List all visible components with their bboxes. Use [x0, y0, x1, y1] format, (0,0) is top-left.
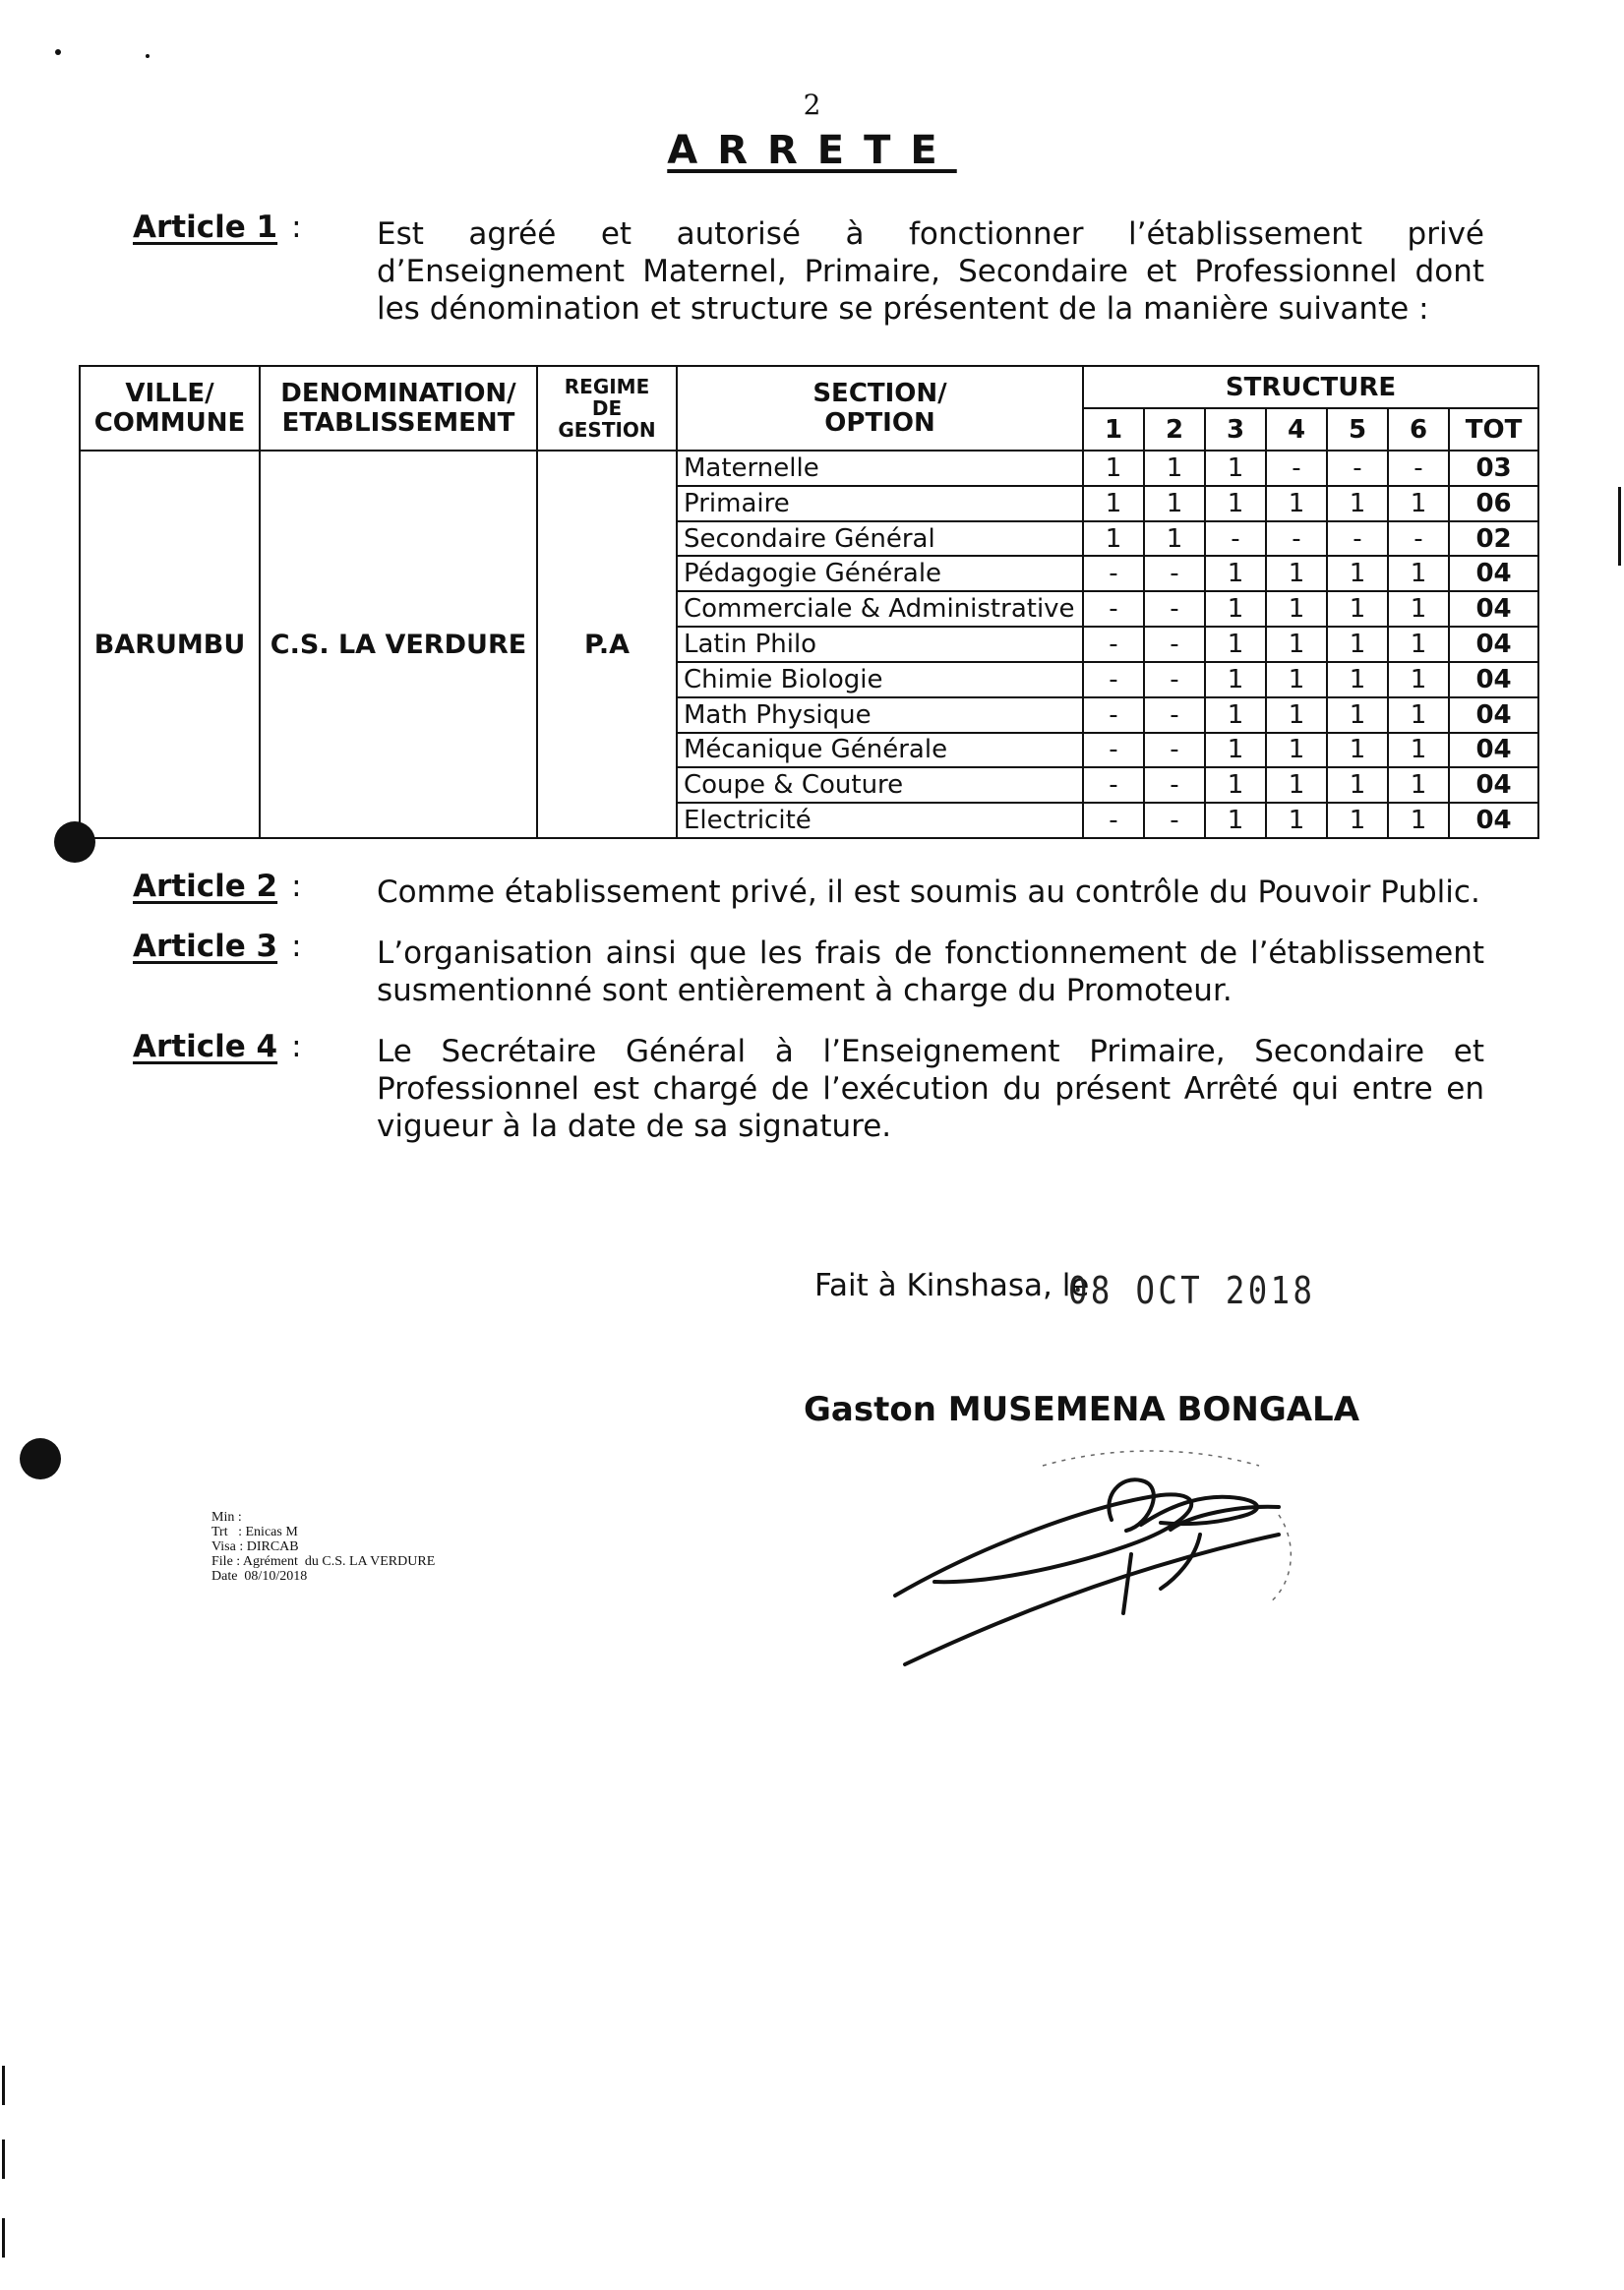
structure-cell-3: 1 — [1205, 486, 1266, 521]
option-cell: Electricité — [677, 803, 1083, 838]
structure-cell-5: 1 — [1327, 627, 1388, 662]
total-cell: 04 — [1449, 662, 1538, 697]
total-cell: 04 — [1449, 556, 1538, 591]
structure-cell-2: 1 — [1144, 486, 1205, 521]
structure-cell-4: 1 — [1266, 486, 1327, 521]
total-cell: 04 — [1449, 627, 1538, 662]
reference-block — [211, 1510, 435, 1584]
structure-cell-4: - — [1266, 451, 1327, 486]
structure-cell-2: - — [1144, 767, 1205, 803]
structure-cell-5: 1 — [1327, 591, 1388, 627]
scan-edge-mark — [1618, 487, 1621, 566]
structure-cell-3: 1 — [1205, 697, 1266, 733]
structure-cell-5: 1 — [1327, 556, 1388, 591]
punch-hole-mark — [54, 821, 95, 863]
structure-cell-2: - — [1144, 556, 1205, 591]
structure-cell-4: 1 — [1266, 767, 1327, 803]
structure-cell-1: - — [1083, 803, 1144, 838]
article-3-text: L’organisation ainsi que les frais de fonctionnement de l’établissement susmentionné sont entièrement à charge du Promoteur. — [377, 935, 1484, 1008]
page-number: 2 — [803, 89, 821, 121]
header-col-4: 4 — [1266, 408, 1327, 451]
file-line: File : Agrément du C.S. LA VERDURE — [211, 1554, 436, 1569]
date-line: Date 08/10/2018 — [211, 1569, 308, 1584]
option-cell: Maternelle — [677, 451, 1083, 486]
structure-cell-2: - — [1144, 627, 1205, 662]
option-cell: Secondaire Général — [677, 521, 1083, 557]
handwritten-signature — [866, 1436, 1318, 1692]
structure-cell-3: 1 — [1205, 591, 1266, 627]
structure-cell-1: 1 — [1083, 451, 1144, 486]
total-cell: 04 — [1449, 733, 1538, 768]
scan-edge-mark — [2, 2218, 5, 2258]
header-col-2: 2 — [1144, 408, 1205, 451]
structure-cell-3: 1 — [1205, 767, 1266, 803]
structure-cell-2: - — [1144, 697, 1205, 733]
structure-cell-3: 1 — [1205, 803, 1266, 838]
total-cell: 04 — [1449, 697, 1538, 733]
structure-table-body — [80, 451, 1538, 838]
header-denomination: DENOMINATION/ ETABLISSEMENT — [260, 366, 537, 451]
header-col-tot: TOT — [1449, 408, 1538, 451]
structure-cell-6: 1 — [1388, 556, 1449, 591]
table-row — [80, 451, 1538, 486]
structure-cell-6: 1 — [1388, 591, 1449, 627]
structure-cell-3: 1 — [1205, 451, 1266, 486]
structure-cell-5: 1 — [1327, 697, 1388, 733]
structure-cell-6: 1 — [1388, 803, 1449, 838]
structure-cell-6: 1 — [1388, 733, 1449, 768]
structure-cell-1: - — [1083, 556, 1144, 591]
article-1-label: Article 1 : — [133, 210, 302, 245]
structure-cell-6: 1 — [1388, 697, 1449, 733]
structure-cell-5: 1 — [1327, 733, 1388, 768]
visa-line: Visa : DIRCAB — [211, 1539, 299, 1554]
structure-cell-4: 1 — [1266, 556, 1327, 591]
signer-name: Gaston MUSEMENA BONGALA — [804, 1390, 1360, 1429]
total-cell: 02 — [1449, 521, 1538, 557]
structure-cell-5: - — [1327, 521, 1388, 557]
regime-cell: P.A — [537, 451, 677, 838]
structure-cell-4: 1 — [1266, 733, 1327, 768]
header-section: SECTION/ OPTION — [677, 366, 1083, 451]
structure-cell-6: 1 — [1388, 486, 1449, 521]
structure-cell-5: 1 — [1327, 767, 1388, 803]
scan-speck — [146, 54, 150, 58]
structure-cell-6: 1 — [1388, 662, 1449, 697]
header-col-1: 1 — [1083, 408, 1144, 451]
structure-cell-1: - — [1083, 662, 1144, 697]
punch-hole-mark — [20, 1438, 61, 1479]
article-4-label: Article 4 : — [133, 1029, 302, 1064]
structure-cell-1: 1 — [1083, 521, 1144, 557]
structure-cell-2: 1 — [1144, 521, 1205, 557]
structure-cell-4: 1 — [1266, 697, 1327, 733]
structure-cell-2: 1 — [1144, 451, 1205, 486]
structure-cell-5: 1 — [1327, 486, 1388, 521]
total-cell: 04 — [1449, 591, 1538, 627]
structure-cell-3: 1 — [1205, 733, 1266, 768]
structure-cell-1: - — [1083, 697, 1144, 733]
scan-edge-mark — [2, 2139, 5, 2179]
option-cell: Commerciale & Administrative — [677, 591, 1083, 627]
option-cell: Coupe & Couture — [677, 767, 1083, 803]
header-col-3: 3 — [1205, 408, 1266, 451]
option-cell: Primaire — [677, 486, 1083, 521]
total-cell: 04 — [1449, 767, 1538, 803]
structure-cell-4: 1 — [1266, 591, 1327, 627]
option-cell: Mécanique Générale — [677, 733, 1083, 768]
structure-cell-6: 1 — [1388, 627, 1449, 662]
structure-cell-3: 1 — [1205, 662, 1266, 697]
structure-cell-2: - — [1144, 662, 1205, 697]
article-2-text: Comme établissement privé, il est soumis au contrôle du Pouvoir Public. — [377, 874, 1480, 910]
date-stamp: 08 OCT 2018 — [1068, 1269, 1316, 1312]
total-cell: 04 — [1449, 803, 1538, 838]
min-line: Min : — [211, 1510, 242, 1525]
option-cell: Latin Philo — [677, 627, 1083, 662]
ville-cell: BARUMBU — [80, 451, 260, 838]
header-structure: STRUCTURE — [1083, 366, 1538, 408]
structure-cell-1: - — [1083, 733, 1144, 768]
option-cell: Chimie Biologie — [677, 662, 1083, 697]
structure-cell-4: 1 — [1266, 803, 1327, 838]
place-date-label: Fait à Kinshasa, le — [814, 1268, 1090, 1303]
structure-table — [79, 365, 1539, 839]
structure-cell-6: 1 — [1388, 767, 1449, 803]
option-cell: Pédagogie Générale — [677, 556, 1083, 591]
structure-cell-3: 1 — [1205, 627, 1266, 662]
structure-cell-2: - — [1144, 591, 1205, 627]
trt-line: Trt : Enicas M — [211, 1525, 298, 1539]
structure-cell-6: - — [1388, 451, 1449, 486]
structure-cell-1: 1 — [1083, 486, 1144, 521]
document-title: ARRETE — [667, 128, 957, 173]
total-cell: 03 — [1449, 451, 1538, 486]
structure-cell-4: 1 — [1266, 627, 1327, 662]
header-col-6: 6 — [1388, 408, 1449, 451]
article-3-label: Article 3 : — [133, 929, 302, 964]
article-4-text: Le Secrétaire Général à l’Enseignement Primaire, Secondaire et Professionnel est chargé de l’exécution du présent Arrêté qui entre en vigueur à la date de sa signature. — [377, 1034, 1484, 1144]
article-2-label: Article 2 : — [133, 869, 302, 904]
total-cell: 06 — [1449, 486, 1538, 521]
structure-cell-2: - — [1144, 733, 1205, 768]
header-col-5: 5 — [1327, 408, 1388, 451]
structure-cell-3: 1 — [1205, 556, 1266, 591]
option-cell: Math Physique — [677, 697, 1083, 733]
structure-cell-1: - — [1083, 767, 1144, 803]
structure-cell-3: - — [1205, 521, 1266, 557]
structure-cell-5: - — [1327, 451, 1388, 486]
structure-cell-4: - — [1266, 521, 1327, 557]
structure-cell-5: 1 — [1327, 662, 1388, 697]
denomination-cell: C.S. LA VERDURE — [260, 451, 537, 838]
structure-cell-5: 1 — [1327, 803, 1388, 838]
header-regime: REGIME DE GESTION — [537, 366, 677, 451]
header-ville: VILLE/ COMMUNE — [80, 366, 260, 451]
structure-cell-2: - — [1144, 803, 1205, 838]
structure-cell-1: - — [1083, 591, 1144, 627]
structure-cell-1: - — [1083, 627, 1144, 662]
scan-speck — [55, 49, 61, 55]
structure-cell-4: 1 — [1266, 662, 1327, 697]
scan-edge-mark — [2, 2066, 5, 2105]
article-1-text: Est agréé et autorisé à fonctionner l’établissement privé d’Enseignement Maternel, Primaire, Secondaire et Professionnel dont les dénomination et structure se présentent de la manière suivante : — [377, 216, 1484, 327]
structure-cell-6: - — [1388, 521, 1449, 557]
